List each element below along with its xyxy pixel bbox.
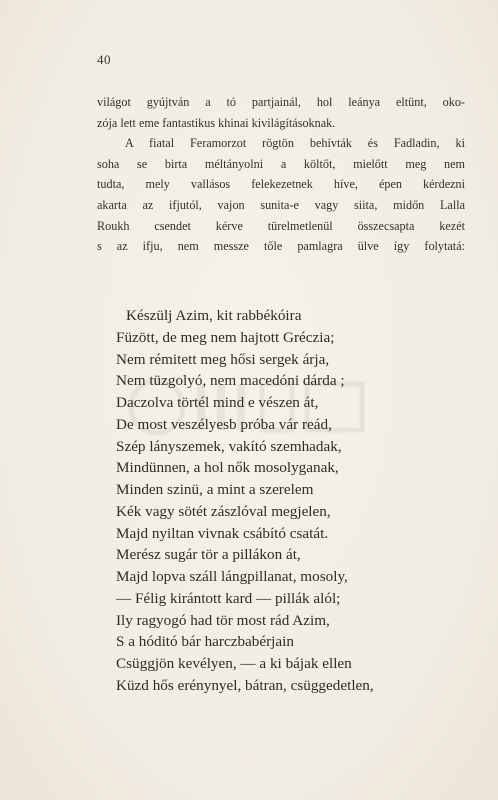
prose-line: akarta az ifjutól, vajon sunita-e vagy siita, midőn Lalla [97, 197, 465, 212]
poem-verse: De most veszélyesb próba vár reád, [116, 415, 332, 433]
poem-stanza [116, 305, 456, 697]
poem-verse: Füzött, de meg nem hajtott Gréczia; [116, 328, 335, 346]
poem-verse: Készülj Azim, kit rabbékóira [126, 307, 302, 324]
poem-verse: Csüggjön kevélyen, — a ki bájak ellen [116, 655, 352, 672]
poem-verse: Küzd hős erénynyel, bátran, csüggedetlen, [116, 676, 374, 694]
poem-verse: Mindünnen, a hol nők mosolyganak, [116, 459, 339, 477]
poem-verse: Merész sugár tör a pillákon át, [116, 546, 301, 564]
poem-verse: Daczolva törtél mind e vészen át, [116, 394, 319, 411]
poem-verse: Szép lányszemek, vakító szemhadak, [116, 437, 342, 455]
prose-line: tudta, mely vallásos felekezetnek híve, épen kérdezni [97, 177, 465, 192]
prose-line: világot gyújtván a tó partjainál, hol leánya eltünt, oko- [97, 95, 465, 109]
prose-line: s az ifju, nem messze tőle pamlagra ülve így folytatá: [97, 239, 465, 254]
poem-verse: S a hóditó bár harczbabérjain [116, 633, 294, 651]
prose-paragraphs [97, 92, 465, 257]
prose-line: zója lett eme fantastikus khinai kivilágításoknak. [97, 115, 336, 130]
poem-verse: Majd lopva száll lángpillanat, mosoly, [116, 568, 348, 585]
poem-verse: Nem tüzgolyó, nem macedóni dárda ; [116, 372, 345, 390]
prose-line: soha se birta méltányolni a költőt, mielőtt meg nem [97, 156, 465, 171]
poem-verse: Minden szinü, a mint a szerelem [116, 481, 314, 498]
poem-verse: Ily ragyogó had tör most rád Azim, [116, 611, 330, 629]
poem-verse: Majd nyiltan vivnak csábító csatát. [116, 524, 329, 542]
poem-verse: Nem rémitett meg hősi sergek árja, [116, 350, 330, 368]
poem-verse: — Félig kirántott kard — pillák alól; [116, 589, 341, 607]
prose-line: A fiatal Feramorzot rögtön behívták és Fadladin, ki [125, 136, 465, 151]
page-number: 40 [97, 52, 111, 67]
poem-verse: Kék vagy sötét zászlóval megjelen, [116, 502, 331, 520]
prose-line: Roukh csendet kérve türelmetlenül összecsapta kezét [97, 218, 465, 233]
